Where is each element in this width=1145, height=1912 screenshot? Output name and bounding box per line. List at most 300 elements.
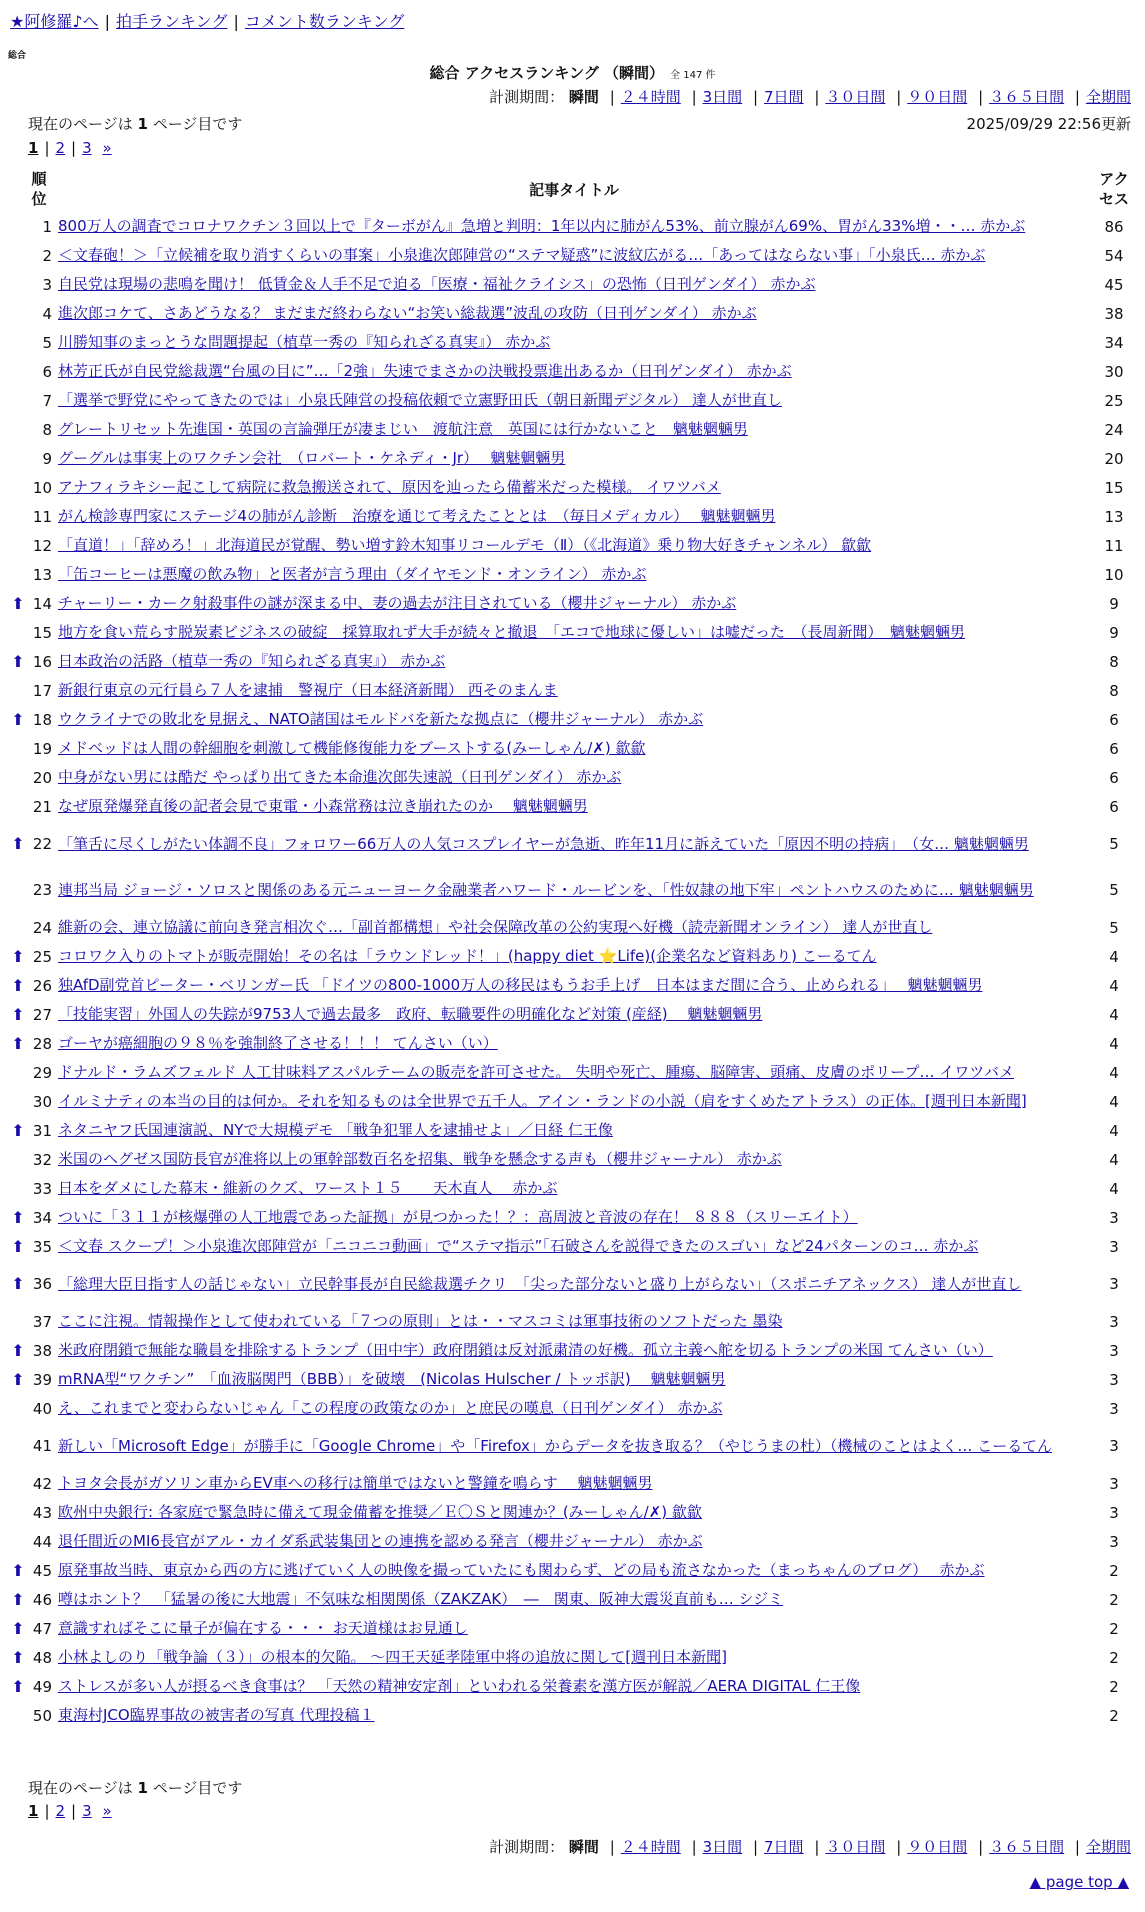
trend-cell (10, 212, 26, 241)
period-selector: 計測期間： 瞬間 | ２４時間 | 3日間 | 7日間 | ３０日間 | ９０日間 | ３６５日間 | 全期間 (489, 88, 1131, 106)
rank-number: 14 (32, 594, 52, 613)
access-count: 2 (1109, 1561, 1119, 1580)
title-cell (54, 1058, 1094, 1087)
title-cell (54, 942, 1094, 971)
rank-number: 36 (32, 1275, 52, 1293)
ranking-row (10, 212, 1134, 241)
article-link[interactable]: グーグルは事実上のワクチン会社 （ロバート・ケネディ・Jr） 魑魅魍魎男 (58, 449, 566, 467)
pager-next[interactable]: » (102, 1802, 112, 1820)
article-link[interactable]: 新銀行東京の元行員ら７人を逮捕 警視庁（日本経済新聞） 西そのまんま (58, 681, 558, 699)
title-cell (54, 270, 1094, 299)
page-info-number: 1 (137, 1779, 148, 1797)
access-count: 4 (1109, 1179, 1119, 1198)
trend-cell (10, 1498, 26, 1527)
page-info-prefix: 現在のページは (28, 1779, 133, 1797)
rank-number: 10 (32, 478, 52, 497)
ranking-row (10, 1203, 1134, 1232)
ranking-row (10, 444, 1134, 473)
access-count: 3 (1109, 1237, 1119, 1256)
rank-number: 27 (32, 1005, 52, 1024)
access-count: 25 (1104, 391, 1124, 410)
access-count: 15 (1104, 478, 1124, 497)
up-arrow-icon: ⬆ (11, 1033, 25, 1053)
access-count: 5 (1109, 918, 1119, 937)
trend-cell (10, 763, 26, 792)
title-cell (54, 1556, 1094, 1585)
access-count: 34 (1104, 333, 1124, 352)
rank-number: 24 (32, 918, 52, 937)
rank-number: 40 (32, 1399, 52, 1418)
up-arrow-icon: ⬆ (11, 1369, 25, 1389)
article-link[interactable]: 欧州中央銀行: 各家庭で緊急時に備えて現金備蓄を推奨／Ｅ〇Ｓと関連か？(みーしゃん/✗) 歙歙 (58, 1503, 702, 1521)
ranking-row (10, 1423, 1134, 1469)
title-cell (54, 1701, 1094, 1730)
ranking-row (10, 647, 1134, 676)
access-count: 10 (1104, 565, 1124, 584)
trend-cell (10, 1145, 26, 1174)
access-count: 3 (1109, 1312, 1119, 1331)
title-cell (54, 1498, 1094, 1527)
title-cell (54, 1394, 1094, 1423)
rank-number: 6 (42, 362, 52, 381)
ranking-row (10, 299, 1134, 328)
title-cell (54, 1643, 1094, 1672)
article-link[interactable]: 「缶コーヒーは悪魔の飲み物」と医者が言う理由（ダイヤモンド・オンライン） 赤かぶ (58, 565, 647, 583)
title-cell (54, 1365, 1094, 1394)
access-count: 4 (1109, 1092, 1119, 1111)
period-24h[interactable]: ２４時間 (620, 88, 681, 106)
ranking-rows (10, 212, 1134, 1730)
pager-page-2[interactable]: 2 (55, 139, 66, 157)
article-link[interactable]: 東海村JCO臨界事故の被害者の写真 代理投稿１ (58, 1706, 375, 1724)
article-link[interactable]: 小林よしのり「戦争論（３）」の根本的欠陥。 ～四王天延孝陸軍中将の追放に関して[週刊日本新聞] (58, 1648, 727, 1666)
rank-number: 20 (32, 768, 52, 787)
ranking-row (10, 1000, 1134, 1029)
period-all[interactable]: 全期間 (1085, 88, 1131, 106)
period-90d[interactable]: ９０日間 (907, 88, 968, 106)
title-cell (54, 1469, 1094, 1498)
title-cell (54, 357, 1094, 386)
article-link[interactable]: 自民党は現場の悲鳴を聞け！ 低賃金＆人手不足で迫る「医療・福祉クライシス」の恐怖（日刊ゲンダイ） 赤かぶ (58, 275, 816, 293)
ranking-row (10, 560, 1134, 589)
page-title: 総合 アクセスランキング （瞬間） (429, 64, 665, 82)
rank-number: 21 (32, 797, 52, 816)
access-count: 20 (1104, 449, 1124, 468)
article-link[interactable]: 米国のヘグゼス国防長官が准将以上の軍幹部数百名を招集、戦争を懸念する声も（櫻井ジャーナル） 赤かぶ (58, 1150, 782, 1168)
title-cell (54, 1585, 1094, 1614)
access-count: 8 (1109, 652, 1119, 671)
trend-cell (10, 734, 26, 763)
ranking-row (10, 734, 1134, 763)
rank-number: 44 (32, 1532, 52, 1551)
page-info-prefix: 現在のページは (28, 115, 133, 133)
period-selector-bottom: 計測期間： 瞬間 | ２４時間 | 3日間 | 7日間 | ３０日間 | ９０日間 | ３６５日間 | 全期間 (489, 1838, 1131, 1856)
rank-number: 45 (32, 1561, 52, 1580)
article-link[interactable]: 「直道！」「辞めろ！」北海道民が覚醒、勢い増す鈴木知事リコールデモ（Ⅱ）（《北海道》乗り物大好きチャンネル） 歙歙 (58, 536, 872, 554)
rank-number: 28 (32, 1034, 52, 1053)
trend-cell (10, 971, 26, 1000)
up-arrow-icon: ⬆ (11, 593, 25, 613)
rank-number: 16 (32, 652, 52, 671)
ranking-row (10, 1174, 1134, 1203)
title-cell (54, 444, 1094, 473)
ranking-row (10, 1232, 1134, 1261)
rank-number: 3 (42, 275, 52, 294)
access-count: 3 (1109, 1474, 1119, 1493)
trend-cell (10, 1087, 26, 1116)
article-link[interactable]: グレートリセット先進国・英国の言論弾圧が凄まじい 渡航注意 英国には行かないこと 魑魅魍魎男 (58, 420, 748, 438)
access-count: 3 (1109, 1532, 1119, 1551)
article-link[interactable]: mRNA型“ワクチン” 「血液脳関門（BBB）」を破壊 (Nicolas Hulscher / トッポ訳) 魑魅魍魎男 (58, 1370, 726, 1388)
trend-cell (10, 1307, 26, 1336)
ranking-row (10, 1643, 1134, 1672)
article-link[interactable]: ネタニヤフ氏国連演説、NYで大規模デモ 「戦争犯罪人を逮捕せよ」／日経 仁王像 (58, 1121, 613, 1139)
article-link[interactable]: 米政府閉鎖で無能な職員を排除するトランプ（田中宇）政府閉鎖は反対派粛清の好機。孤立主義へ舵を切るトランプの米国 てんさい（い） (58, 1341, 993, 1359)
trend-cell (10, 1672, 26, 1701)
period-7d[interactable]: 7日間 (764, 88, 804, 106)
up-arrow-icon: ⬆ (11, 1207, 25, 1227)
article-link[interactable]: 新しい「Microsoft Edge」が勝手に「Google Chrome」や「Firefox」からデータを抜き取る？（やじうまの杜）（機械のことはよく… こーるてん (58, 1436, 1053, 1455)
access-count: 4 (1109, 947, 1119, 966)
pager-next[interactable]: » (102, 139, 112, 157)
ranking-row (10, 589, 1134, 618)
article-link[interactable]: ウクライナでの敗北を見据え、NATO諸国はモルドバを新たな拠点に（櫻井ジャーナル） 赤かぶ (58, 710, 704, 728)
pager-bottom: 1 | 2 | 3 » (28, 1802, 112, 1820)
pager-current: 1 (28, 139, 39, 157)
trend-cell (10, 1643, 26, 1672)
up-arrow-icon: ⬆ (11, 975, 25, 995)
title-cell (54, 1261, 1094, 1307)
ranking-row (10, 1527, 1134, 1556)
ranking-row (10, 705, 1134, 734)
col-access-header: アクセス (1098, 170, 1129, 208)
title-cell (54, 531, 1094, 560)
article-link[interactable]: 維新の会、連立協議に前向き発言相次ぐ…「副首都構想」や社会保障改革の公約実現へ好機（読売新聞オンライン） 達人が世直し (58, 918, 933, 936)
title-cell (54, 867, 1094, 913)
rank-number: 42 (32, 1474, 52, 1493)
rank-number: 23 (32, 881, 52, 899)
ranking-row (10, 618, 1134, 647)
title-cell (54, 676, 1094, 705)
up-arrow-icon: ⬆ (11, 946, 25, 966)
period-3d[interactable]: 3日間 (702, 1838, 743, 1856)
article-link[interactable]: アナフィラキシー起こして病院に救急搬送されて、原因を辿ったら備蓄米だった模様。 イワツバメ (58, 478, 721, 496)
period-30d[interactable]: ３０日間 (825, 1838, 886, 1856)
article-link[interactable]: 800万人の調査でコロナワクチン３回以上で『ターボがん』急増と判明：1年以内に肺がん53%、前立腺がん69%、胃がん33%増・・… 赤かぶ (58, 217, 1026, 235)
title-cell (54, 734, 1094, 763)
ranking-row (10, 1556, 1134, 1585)
article-link[interactable]: 意識すればそこに量子が偏在する・・・ お天道様はお見通し (58, 1619, 468, 1637)
access-count: 9 (1109, 623, 1119, 642)
rank-number: 47 (32, 1619, 52, 1638)
article-link[interactable]: 川勝知事のまっとうな問題提起（植草一秀の『知られざる真実』） 赤かぶ (58, 333, 551, 351)
rank-number: 4 (42, 304, 52, 323)
rank-number: 25 (32, 947, 52, 966)
rank-number: 1 (42, 217, 52, 236)
period-3d[interactable]: 3日間 (702, 88, 743, 106)
period-current: 瞬間 (568, 88, 599, 106)
rank-number: 2 (42, 246, 52, 265)
col-title-header: 記事タイトル (529, 180, 619, 199)
rank-number: 8 (42, 420, 52, 439)
rank-number: 34 (32, 1208, 52, 1227)
rank-number: 49 (32, 1677, 52, 1696)
ranking-row (10, 328, 1134, 357)
up-arrow-icon: ⬆ (11, 834, 25, 853)
trend-cell (10, 1203, 26, 1232)
ranking-row (10, 676, 1134, 705)
trend-cell (10, 1336, 26, 1365)
title-cell (54, 1614, 1094, 1643)
title-cell (54, 415, 1094, 444)
title-cell (54, 821, 1094, 867)
title-cell (54, 299, 1094, 328)
ranking-table (10, 166, 1134, 1730)
ranking-row (10, 971, 1134, 1000)
up-arrow-icon: ⬆ (11, 1004, 25, 1024)
title-cell (54, 1307, 1094, 1336)
trend-cell (10, 357, 26, 386)
article-link[interactable]: ゴーヤが癌細胞の９８％を強制終了させる！！！ てんさい（い） (58, 1034, 498, 1052)
access-count: 9 (1109, 594, 1119, 613)
rank-number: 9 (42, 449, 52, 468)
pager-page-3[interactable]: 3 (82, 1802, 92, 1820)
applause-ranking-link[interactable]: 拍手ランキング (115, 12, 228, 31)
trend-cell (10, 1614, 26, 1643)
trend-cell (10, 241, 26, 270)
access-count: 4 (1109, 1005, 1119, 1024)
article-link[interactable]: 地方を食い荒らす脱炭素ビジネスの破綻 採算取れず大手が続々と撤退 「エコで地球に優しい」は嘘だった （長周新聞） 魑魅魍魎男 (58, 623, 966, 641)
trend-cell (10, 560, 26, 589)
article-link[interactable]: 日本政治の活路（植草一秀の『知られざる真実』） 赤かぶ (58, 652, 446, 670)
trend-cell (10, 531, 26, 560)
trend-cell (10, 1000, 26, 1029)
title-cell (54, 386, 1094, 415)
page-info (28, 113, 242, 134)
title-cell (54, 589, 1094, 618)
period-label: 計測期間： (489, 1838, 565, 1856)
up-arrow-icon: ⬆ (11, 1274, 25, 1293)
access-count: 6 (1109, 739, 1119, 758)
article-link[interactable]: チャーリー・カーク射殺事件の謎が深まる中、妻の過去が注目されている（櫻井ジャーナル） 赤かぶ (58, 594, 737, 612)
section-tag: 総合 (8, 51, 27, 61)
trend-cell (10, 1394, 26, 1423)
up-arrow-icon: ⬆ (11, 1120, 25, 1140)
page-info-suffix: ページ目です (152, 1779, 243, 1797)
home-link[interactable]: ★阿修羅♪へ (10, 12, 99, 31)
access-count: 3 (1109, 1275, 1119, 1293)
access-count: 8 (1109, 681, 1119, 700)
article-link[interactable]: コロワク入りのトマトが販売開始！その名は「ラウンドレッド！」(happy diet ⭐Life)(企業名など資料あり) こーるてん (58, 947, 877, 965)
access-count: 54 (1104, 246, 1124, 265)
article-link[interactable]: 「筆舌に尽くしがたい体調不良」フォロワー66万人の人気コスプレイヤーが急逝、昨年11月に訴えていた「原因不明の持病」 （女… 魑魅魍魎男 (58, 834, 1029, 853)
period-all[interactable]: 全期間 (1085, 1838, 1131, 1856)
rank-number: 22 (32, 835, 52, 853)
title-cell (54, 1336, 1094, 1365)
article-link[interactable]: 日本をダメにした幕末・維新のクズ、ワースト１５ 天木直人 赤かぶ (58, 1179, 558, 1197)
period-365d[interactable]: ３６５日間 (989, 1838, 1065, 1856)
period-label: 計測期間： (489, 88, 565, 106)
title-cell (54, 1527, 1094, 1556)
period-90d[interactable]: ９０日間 (907, 1838, 968, 1856)
article-link[interactable]: え、これまでと変わらないじゃん「この程度の政策なのか」と庶民の嘆息（日刊ゲンダイ） 赤かぶ (58, 1399, 723, 1417)
trend-cell (10, 502, 26, 531)
article-link[interactable]: ここに注視。情報操作として使われている「７つの原則」とは・・マスコミは軍事技術のソフトだった 墨染 (58, 1312, 783, 1330)
title-cell (54, 1423, 1094, 1469)
ranking-row (10, 531, 1134, 560)
title-cell (54, 560, 1094, 589)
access-count: 4 (1109, 1150, 1119, 1169)
period-7d[interactable]: 7日間 (764, 1838, 804, 1856)
ranking-row (10, 1336, 1134, 1365)
page-info-suffix: ページ目です (152, 115, 243, 133)
title-cell (54, 1174, 1094, 1203)
access-count: 2 (1109, 1590, 1119, 1609)
access-count: 6 (1109, 797, 1119, 816)
article-link[interactable]: 噂はホント？ 「猛暑の後に大地震」不気味な相関関係（ZAKZAK） ― 関東、阪神大震災直前も… シジミ (58, 1590, 784, 1608)
ranking-row (10, 821, 1134, 867)
article-link[interactable]: ストレスが多い人が摂るべき食事は？ 「天然の精神安定剤」といわれる栄養素を漢方医が解説／AERA DIGITAL 仁王像 (58, 1677, 861, 1695)
title-cell (54, 1672, 1094, 1701)
trend-cell (10, 1365, 26, 1394)
rank-number: 32 (32, 1150, 52, 1169)
title-cell (54, 1000, 1094, 1029)
ranking-row (10, 241, 1134, 270)
rank-number: 48 (32, 1648, 52, 1667)
trend-cell (10, 1701, 26, 1730)
ranking-row (10, 1672, 1134, 1701)
rank-number: 43 (32, 1503, 52, 1522)
rank-number: 38 (32, 1341, 52, 1360)
trend-cell (10, 1058, 26, 1087)
article-link[interactable]: ＜文春 スクープ！＞小泉進次郎陣営が「ニコニコ動画」で“ステマ指示”「石破さんを説得できたのスゴい」など24パターンのコ… 赤かぶ (58, 1237, 979, 1255)
access-count: 86 (1104, 217, 1124, 236)
up-arrow-icon: ⬆ (11, 1589, 25, 1609)
rank-number: 5 (42, 333, 52, 352)
period-24h[interactable]: ２４時間 (620, 1838, 681, 1856)
article-link[interactable]: ＜文春砲！＞「立候補を取り消すくらいの事案」小泉進次郎陣営の“ステマ疑惑”に波紋広がる…「あってはならない事」「小泉氏… 赤かぶ (58, 246, 986, 264)
trend-cell (10, 676, 26, 705)
article-link[interactable]: ついに「３１１が核爆弾の人工地震であった証拠」が見つかった！？：高周波と音波の存在！ ８８８（スリーエイト） (58, 1208, 858, 1226)
pager-page-2[interactable]: 2 (55, 1802, 66, 1820)
article-link[interactable]: 「総理大臣目指す人の話じゃない」立民幹事長が自民総裁選チクリ 「尖った部分ないと盛り上がらない」（スポニチアネックス） 達人が世直し (58, 1274, 1022, 1293)
article-link[interactable]: 退任間近のMI6長官がアル・カイダ系武装集団との連携を認める発言（櫻井ジャーナル） 赤かぶ (58, 1532, 703, 1550)
ranking-row (10, 386, 1134, 415)
up-arrow-icon: ⬆ (11, 1236, 25, 1256)
ranking-row (10, 1116, 1134, 1145)
article-link[interactable]: 林芳正氏が自民党総裁選“台風の目に”…「2強」失速でまさかの決戦投票進出あるか（日刊ゲンダイ） 赤かぶ (58, 362, 792, 380)
period-365d[interactable]: ３６５日間 (989, 88, 1065, 106)
rank-number: 31 (32, 1121, 52, 1140)
article-link[interactable]: 「選挙で野党にやってきたのでは」小泉氏陣営の投稿依頼で立憲野田氏（朝日新聞デジタル） 達人が世直し (58, 391, 782, 409)
rank-number: 13 (32, 565, 52, 584)
article-link[interactable]: イルミナティの本当の目的は何か。それを知るものは全世界で五千人。アイン・ランドの小説（肩をすくめたアトラス）の正体。[週刊日本新聞] (58, 1092, 1027, 1110)
rank-number: 17 (32, 681, 52, 700)
ranking-row (10, 1365, 1134, 1394)
ranking-row (10, 792, 1134, 821)
title-cell (54, 212, 1094, 241)
article-link[interactable]: ドナルド・ラムズフェルド 人工甘味料アスパルテームの販売を許可させた。 失明や死亡、腫瘍、脳障害、頭痛、皮膚のポリープ… イワツバメ (58, 1063, 1015, 1081)
access-count: 45 (1104, 275, 1124, 294)
ranking-row (10, 270, 1134, 299)
access-count: 3 (1109, 1503, 1119, 1522)
article-link[interactable]: 原発事故当時、東京から西の方に逃げていく人の映像を撮っていたにも関わらず、どの局も流さなかった（まっちゃんのブログ） 赤かぶ (58, 1561, 985, 1579)
article-link[interactable]: 「技能実習」外国人の失踪が9753人で過去最多 政府、転職要件の明確化など対策 (産経) 魑魅魍魎男 (58, 1005, 763, 1023)
access-count: 4 (1109, 1121, 1119, 1140)
rank-number: 19 (32, 739, 52, 758)
period-30d[interactable]: ３０日間 (825, 88, 886, 106)
access-count: 6 (1109, 710, 1119, 729)
trend-cell (10, 473, 26, 502)
rank-number: 50 (32, 1706, 52, 1725)
rank-number: 15 (32, 623, 52, 642)
access-count: 3 (1109, 1399, 1119, 1418)
trend-cell (10, 942, 26, 971)
article-link[interactable]: メドベッドは人間の幹細胞を刺激して機能修復能力をブーストする(みーしゃん/✗) 歙歙 (58, 739, 646, 757)
page-title-block (0, 62, 1145, 83)
title-cell (54, 1203, 1094, 1232)
title-cell (54, 1232, 1094, 1261)
rank-number: 26 (32, 976, 52, 995)
access-count: 6 (1109, 768, 1119, 787)
trend-cell (10, 589, 26, 618)
up-arrow-icon: ⬆ (11, 709, 25, 729)
article-link[interactable]: なぜ原発爆発直後の記者会見で東電・小森常務は泣き崩れたのか 魑魅魍魎男 (58, 797, 588, 815)
access-count: 30 (1104, 362, 1124, 381)
article-link[interactable]: トヨタ会長がガソリン車からEV車への移行は簡単ではないと警鐘を鳴らす 魑魅魍魎男 (58, 1474, 653, 1492)
up-arrow-icon: ⬆ (11, 1340, 25, 1360)
title-cell (54, 1029, 1094, 1058)
access-count: 3 (1109, 1341, 1119, 1360)
trend-cell (10, 1527, 26, 1556)
ranking-row (10, 942, 1134, 971)
access-count: 4 (1109, 1034, 1119, 1053)
comment-ranking-link[interactable]: コメント数ランキング (244, 12, 405, 31)
article-link[interactable]: がん検診専門家にステージ4の肺がん診断 治療を通じて考えたこととは （毎日メディカル） 魑魅魍魎男 (58, 507, 776, 525)
trend-cell (10, 647, 26, 676)
rank-number: 39 (32, 1370, 52, 1389)
rank-number: 37 (32, 1312, 52, 1331)
article-link[interactable]: 中身がない男には酷だ やっぱり出てきた本命進次郎失速説（日刊ゲンダイ） 赤かぶ (58, 768, 622, 786)
title-cell (54, 1145, 1094, 1174)
title-cell (54, 913, 1094, 942)
rank-number: 12 (32, 536, 52, 555)
access-count: 13 (1104, 507, 1124, 526)
article-link[interactable]: 進次郎コケて、さあどうなる？ まだまだ終わらない“お笑い総裁選”波乱の攻防（日刊ゲンダイ） 赤かぶ (58, 304, 757, 322)
access-count: 4 (1109, 1063, 1119, 1082)
title-cell (54, 241, 1094, 270)
access-count: 2 (1109, 1706, 1119, 1725)
title-cell (54, 1116, 1094, 1145)
ranking-row (10, 1307, 1134, 1336)
ranking-row (10, 357, 1134, 386)
ranking-row (10, 1029, 1134, 1058)
title-cell (54, 647, 1094, 676)
top-nav: ★阿修羅♪へ | 拍手ランキング | コメント数ランキング (10, 12, 405, 31)
title-cell (54, 792, 1094, 821)
ranking-row (10, 1145, 1134, 1174)
access-count: 2 (1109, 1677, 1119, 1696)
trend-cell (10, 270, 26, 299)
article-link[interactable]: 独AfD副党首ピーター・ベリンガー氏 「ドイツの800-1000万人の移民はもうお手上げ 日本はまだ間に合う、止められる」 魑魅魍魎男 (58, 976, 983, 994)
access-count: 4 (1109, 976, 1119, 995)
title-cell (54, 618, 1094, 647)
title-cell (54, 971, 1094, 1000)
article-link[interactable]: 連邦当局 ジョージ・ソロスと関係のある元ニューヨーク金融業者ハワード・ルービンを、「性奴隷の地下牢」ペントハウスのために… 魑魅魍魎男 (58, 880, 1034, 899)
pager-page-3[interactable]: 3 (82, 139, 92, 157)
page-top-link[interactable]: ▲ page top ▲ (1029, 1873, 1129, 1891)
trend-cell (10, 1261, 26, 1307)
